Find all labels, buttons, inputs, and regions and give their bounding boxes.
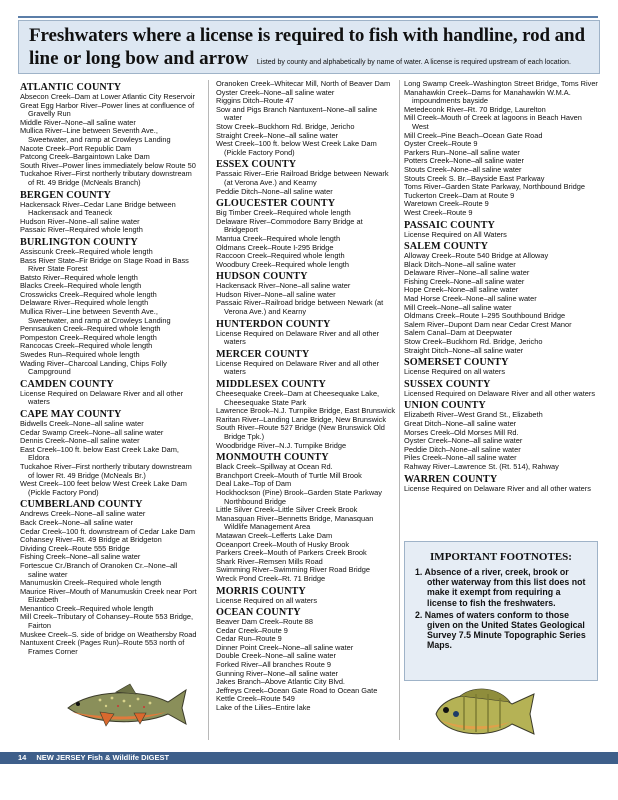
county-heading: CUMBERLAND COUNTY bbox=[20, 499, 143, 511]
page-title-line2-text: line or long bow and arrow bbox=[29, 48, 249, 69]
water-entry: Passaic River–Railroad bridge between Newark (at Verona Ave.) and Kearny bbox=[216, 298, 384, 317]
water-entry: Mullica River–Line between Seventh Ave., Sweetwater, and ramp at Crowleys Landing bbox=[20, 126, 171, 144]
water-entry: Cedar Creek–100 ft. downstream of Cedar Lake Dam bbox=[20, 526, 195, 536]
water-entry: Bass River State–Fir Bridge on Stage Road in Bass River State Forest bbox=[20, 255, 189, 274]
county-heading: CAMDEN COUNTY bbox=[20, 378, 114, 390]
water-entry: Absecon Creek–Dam at Lower Atlantic City Reservoir bbox=[20, 92, 195, 101]
water-entry: Riggins Ditch–Route 47 bbox=[216, 96, 294, 106]
water-entry: Great Egg Harbor River–Power lines at confluence of Gravelly Run bbox=[20, 100, 195, 119]
footnote-number: 1. bbox=[415, 567, 423, 577]
water-entry: Hope Creek–None–all saline water bbox=[404, 285, 519, 295]
water-entry: Oldmans Creek–Route I–295 Southbound Bridge bbox=[404, 311, 566, 321]
water-entry: Passaic River–Required whole length bbox=[20, 225, 143, 235]
water-entry: Manahawkin Creek–Dams for Manahawkin W.M.A. impoundments bayside bbox=[404, 87, 571, 106]
water-entry: Nacote Creek–Port Republic Dam bbox=[20, 143, 132, 153]
water-entry: Cohansey River–Rt. 49 Bridge at Bridgeton bbox=[20, 535, 162, 545]
water-entry: Raritan River–Landing Lane Bridge, New Brunswick bbox=[216, 414, 387, 424]
sunfish-icon bbox=[430, 684, 540, 744]
water-entry: Dennis Creek–None–all saline water bbox=[20, 436, 140, 446]
water-entry: Alloway Creek–Route 540 Bridge at Alloway bbox=[404, 251, 549, 261]
column-3 bbox=[404, 80, 600, 493]
water-entry: Hockhockson (Pine) Brook–Garden State Parkway Northbound Bridge bbox=[216, 487, 382, 506]
title-banner bbox=[18, 20, 600, 74]
footnotes-box bbox=[404, 541, 598, 681]
water-entry: Rancocas Creek–Required whole length bbox=[20, 341, 153, 351]
county-heading: ATLANTIC COUNTY bbox=[20, 82, 122, 93]
water-entry: Swimming River–Swimming River Road Bridge bbox=[216, 565, 371, 575]
water-entry: Branchport Creek–Mouth of Turtle Mill Brook bbox=[216, 470, 362, 480]
county-heading: CAPE MAY COUNTY bbox=[20, 409, 122, 420]
water-entry: Licensed Required on Delaware River and all other waters bbox=[404, 388, 596, 398]
water-entry: Forked River–All branches Route 9 bbox=[216, 660, 332, 670]
water-entry: Black Ditch–None–all saline water bbox=[404, 259, 516, 269]
water-entry: Dinner Point Creek–None–all saline water bbox=[216, 642, 354, 652]
water-entry: Fishing Creek–None–all saline water bbox=[20, 552, 141, 562]
water-entry: Bidwells Creek–None–all saline water bbox=[20, 419, 144, 428]
water-entry: Matawan Creek–Lefferts Lake Dam bbox=[216, 530, 333, 540]
water-entry: License Required on Delaware River and all other waters bbox=[404, 483, 591, 493]
water-entry: Peddie Ditch–None–all saline water bbox=[216, 186, 333, 196]
water-entry: Hudson River–None–all saline water bbox=[216, 289, 336, 299]
water-entry: Menantico Creek–Required whole length bbox=[20, 603, 154, 613]
water-entry: Beaver Dam Creek–Route 88 bbox=[216, 617, 313, 627]
water-entry: Oyster Creek–Route 9 bbox=[404, 139, 478, 149]
page-footer bbox=[18, 752, 169, 764]
water-entry: Stow Creek–Buckhorn Rd. Bridge, Jericho bbox=[404, 337, 543, 347]
water-entry: Middle River–None–all saline water bbox=[20, 117, 136, 127]
water-entry: License Required on Delaware River and all other waters bbox=[216, 358, 380, 377]
water-entry: License Required on Delaware River and all other waters bbox=[20, 388, 184, 407]
county-heading: HUDSON COUNTY bbox=[216, 271, 308, 283]
water-entry: Jeffreys Creek–Ocean Gate Road to Ocean Gate bbox=[216, 685, 378, 695]
water-entry: Big Timber Creek–Required whole length bbox=[216, 208, 351, 218]
water-entry: West Creek–100 feet below West Creek Lake Dam (Pickle Factory Pond) bbox=[20, 479, 187, 497]
water-entry: Toms River–Garden State Parkway, Northbound Bridge bbox=[404, 182, 586, 192]
water-entry: Piles Creek–None–all saline water bbox=[404, 453, 517, 463]
water-entry: Mill Creek–None–all saline water bbox=[404, 302, 512, 312]
water-entry: Stouts Creek S. Br.–Bayside East Parkway bbox=[404, 173, 545, 183]
county-heading: OCEAN COUNTY bbox=[216, 607, 301, 619]
water-entry: Sow and Pigs Branch Nantuxent–None–all saline water bbox=[216, 104, 378, 123]
water-entry: Back Creek–None–all saline water bbox=[20, 517, 133, 527]
water-entry: Double Creek–None–all saline water bbox=[216, 651, 336, 661]
water-entry: Tuckahoe River–First northerly tributary downstream of lower Rt. 49 Bridge (McNeals Br.) bbox=[20, 461, 192, 480]
water-entry: Salem Canal–Dam at Deepwater bbox=[404, 328, 513, 338]
county-heading: BERGEN COUNTY bbox=[20, 189, 112, 201]
water-entry: Peddie Ditch–None–all saline water bbox=[404, 444, 521, 454]
trout-fish-icon bbox=[60, 682, 190, 732]
water-entry: Black Creek–Spillway at Ocean Rd. bbox=[216, 462, 333, 472]
water-entry: Crosswicks Creek–Required whole length bbox=[20, 289, 157, 299]
county-heading: WARREN COUNTY bbox=[404, 473, 498, 485]
water-entry: Great Ditch–None–all saline water bbox=[404, 419, 517, 428]
page-title-line1: Freshwaters where a license is required to fish with handline, rod and bbox=[29, 25, 585, 46]
county-heading: MONMOUTH COUNTY bbox=[216, 452, 329, 464]
water-entry: License Required on Delaware River and all other waters bbox=[216, 328, 380, 347]
water-entry: Woodbury Creek–Required whole length bbox=[216, 259, 349, 269]
water-entry: Batsto River–Required whole length bbox=[20, 272, 138, 282]
water-entry: Deal Lake–Top of Dam bbox=[216, 479, 292, 489]
water-entry: Lake of the Lilies–Entire lake bbox=[216, 703, 311, 713]
water-entry: Maurice River–Mouth of Manumuskin Creek near Port Elizabeth bbox=[20, 586, 197, 605]
title-note: Listed by county and alphabetically by name of water. A license is required upstream of each location. bbox=[256, 59, 571, 66]
water-entry: Potters Creek–None–all saline water bbox=[404, 156, 524, 166]
water-entry: Straight Creek–None–all saline water bbox=[216, 130, 339, 140]
page-title-line2 bbox=[29, 48, 571, 70]
water-entry: Muskee Creek–S. side of bridge on Weathersby Road bbox=[20, 629, 197, 639]
water-entry: South River–Power lines immediately below Route 50 bbox=[20, 160, 196, 170]
county-heading: MERCER COUNTY bbox=[216, 348, 310, 360]
water-entry: Metedeconk River–Rt. 70 Bridge, Laurelton bbox=[404, 104, 546, 114]
column-1 bbox=[20, 80, 198, 656]
water-entry: Tuckahoe River–First northerly tributary downstream of Rt. 49 Bridge (McNeals Branch) bbox=[20, 169, 192, 187]
water-entry: License Required on all waters bbox=[216, 595, 318, 605]
county-heading: HUNTERDON COUNTY bbox=[216, 318, 331, 330]
water-entry: Waretown Creek–Route 9 bbox=[404, 199, 489, 209]
water-entry: Morses Creek–Old Morses Mill Rd. bbox=[404, 427, 519, 437]
water-entry: Wading River–Charcoal Landing, Chips Folly Campground bbox=[20, 358, 167, 377]
water-entry: Fortescue Cr./Branch of Oranoken Cr.–None–all saline water bbox=[20, 560, 178, 579]
water-entry: Assiscunk Creek–Required whole length bbox=[20, 246, 153, 256]
county-heading: MORRIS COUNTY bbox=[216, 585, 306, 597]
water-entry: Oyster Creek–None–all saline water bbox=[404, 436, 523, 446]
water-entry: Gunning River–None–all saline water bbox=[216, 668, 339, 678]
water-entry: South River–Route 527 Bridge (New Brunswick Old Bridge Tpk.) bbox=[216, 423, 385, 441]
column-2 bbox=[216, 80, 396, 713]
water-entry: Mantua Creek–Required whole length bbox=[216, 233, 341, 243]
water-entry: Mill Creek–Mouth of Creek at lagoons in Beach Haven West bbox=[404, 113, 582, 131]
water-entry: Patcong Creek–Bargaintown Lake Dam bbox=[20, 152, 150, 162]
water-entry: Salem River–Dupont Dam near Cedar Crest Manor bbox=[404, 319, 572, 329]
water-entry: Manumuskin Creek–Required whole length bbox=[20, 578, 162, 588]
column-divider bbox=[208, 80, 209, 740]
water-entry: Woodbridge River–N.J. Turnpike Bridge bbox=[216, 440, 347, 450]
water-entry: Passaic River–Erie Railroad Bridge between Newark (at Verona Ave.) and Kearny bbox=[216, 169, 389, 187]
water-entry: Oyster Creek–None–all saline water bbox=[216, 87, 335, 97]
water-entry: Pennsauken Creek–Required whole length bbox=[20, 324, 161, 334]
water-entry: Andrews Creek–None–all saline water bbox=[20, 509, 146, 519]
water-entry: Fishing Creek–None–all saline water bbox=[404, 276, 525, 286]
water-entry: Mad Horse Creek–None–all saline water bbox=[404, 294, 537, 304]
water-entry: Cheesequake Creek–Dam at Cheesequake Lake, Cheesequake State Park bbox=[216, 389, 380, 407]
water-entry: Elizabeth River–West Grand St., Elizabeth bbox=[404, 410, 543, 420]
water-entry: Oranoken Creek–Whitecar Mill, North of Beaver Dam bbox=[216, 79, 391, 88]
page-number: 14 bbox=[18, 753, 27, 762]
water-entry: Manasquan River–Bennetts Bridge, Manasquan Wildlife Management Area bbox=[216, 513, 374, 532]
top-rule bbox=[18, 16, 598, 18]
county-heading: PASSAIC COUNTY bbox=[404, 219, 495, 231]
water-entry: Mullica River–Line between Seventh Ave., Sweetwater, and ramp at Crowleys Landing bbox=[20, 307, 171, 325]
water-entry: Little Silver Creek–Little Silver Creek Brook bbox=[216, 505, 358, 515]
water-entry: Oldmans Creek–Route I-295 Bridge bbox=[216, 242, 334, 252]
water-entry: Cedar Creek–Route 9 bbox=[216, 625, 288, 635]
water-entry: Blacks Creek–Required whole length bbox=[20, 281, 142, 291]
water-entry: Stouts Creek–None–all saline water bbox=[404, 164, 522, 174]
county-heading: ESSEX COUNTY bbox=[216, 159, 297, 171]
column-divider bbox=[399, 80, 400, 740]
water-entry: Long Swamp Creek–Washington Street Bridge, Toms River bbox=[404, 79, 598, 88]
footnote-item bbox=[415, 610, 589, 651]
water-entry: Delaware River–Commodore Barry Bridge at Bridgeport bbox=[216, 216, 363, 235]
water-entry: Straight Ditch–None–all saline water bbox=[404, 345, 524, 355]
water-entry: Tuckerton Creek–Dam at Route 9 bbox=[404, 190, 515, 200]
water-entry: Delaware River–Required whole length bbox=[20, 298, 149, 308]
water-entry: Nantuxent Creek (Pages Run)–Route 553 north of Frames Corner bbox=[20, 638, 185, 656]
county-heading: BURLINGTON COUNTY bbox=[20, 236, 138, 248]
footnote-number: 2. bbox=[415, 609, 423, 620]
water-entry: License Required on all waters bbox=[404, 367, 506, 377]
water-entry: Stow Creek–Buckhorn Rd. Bridge, Jericho bbox=[216, 121, 355, 131]
water-entry: Shark River–Remsen Mills Road bbox=[216, 556, 323, 566]
water-entry: East Creek–100 ft. below East Creek Lake Dam, Eldora bbox=[20, 444, 179, 463]
water-entry: Hackensack River–None–all saline water bbox=[216, 281, 351, 291]
water-entry: Rahway River–Lawrence St. (Rt. 514), Rahway bbox=[404, 461, 559, 471]
water-entry: Hackensack River–Cedar Lane Bridge between Hackensack and Teaneck bbox=[20, 199, 176, 218]
water-entry: West Creek–100 ft. below West Creek Lake Dam (Pickle Factory Pond) bbox=[216, 139, 377, 157]
county-heading: SOMERSET COUNTY bbox=[404, 357, 509, 369]
water-entry: Parkers Creek–Mouth of Parkers Creek Brook bbox=[216, 548, 367, 558]
water-entry: Parkers Run–None–all saline water bbox=[404, 147, 520, 157]
water-entry: Wreck Pond Creek–Rt. 71 Bridge bbox=[216, 573, 326, 583]
county-heading: SALEM COUNTY bbox=[404, 241, 489, 253]
water-entry: Mill Creek–Pine Beach–Ocean Gate Road bbox=[404, 130, 543, 140]
water-entry: West Creek–Route 9 bbox=[404, 207, 473, 217]
county-heading: GLOUCESTER COUNTY bbox=[216, 198, 336, 210]
footnote-text: Absence of a river, creek, brook or other waterway from this list does not make it exempt from requiring a license to fish the freshwaters. bbox=[424, 567, 586, 608]
county-heading: UNION COUNTY bbox=[404, 400, 486, 412]
footnote-text: Names of waters conform to those given on the United States Geological Survey 7.5 Minute Topographic Series Maps. bbox=[424, 609, 586, 651]
water-entry: Lawrence Brook–N.J. Turnpike Bridge, East Brunswick bbox=[216, 406, 396, 416]
water-entry: License Required on All Waters bbox=[404, 229, 507, 239]
county-heading: SUSSEX COUNTY bbox=[404, 378, 491, 390]
water-entry: Oceanport Creek–Mouth of Husky Brook bbox=[216, 539, 350, 549]
water-entry: Kettle Creek–Route 549 bbox=[216, 694, 295, 704]
water-entry: Raccoon Creek–Required whole length bbox=[216, 251, 345, 261]
publication-name: NEW JERSEY Fish & Wildlife DIGEST bbox=[36, 753, 170, 762]
water-entry: Jakes Branch–Above Atlantic City Blvd. bbox=[216, 677, 345, 687]
water-entry: Hudson River–None–all saline water bbox=[20, 216, 140, 226]
water-entry: Delaware River–None–all saline water bbox=[404, 268, 530, 278]
water-entry: Dividing Creek–Route 555 Bridge bbox=[20, 543, 130, 553]
footnotes-list bbox=[415, 567, 589, 651]
water-entry: Swedes Run–Required whole length bbox=[20, 350, 140, 360]
water-entry: Pompeston Creek–Required whole length bbox=[20, 332, 157, 342]
water-entry: Cedar Run–Route 9 bbox=[216, 634, 282, 644]
footnote-item bbox=[415, 567, 589, 608]
water-entry: Cedar Swamp Creek–None–all saline water bbox=[20, 427, 164, 437]
county-heading: MIDDLESEX COUNTY bbox=[216, 379, 326, 391]
footnotes-title: IMPORTANT FOOTNOTES: bbox=[430, 551, 572, 563]
water-entry: Mill Creek–Tributary of Cohansey–Route 553 Bridge, Fairton bbox=[20, 612, 194, 631]
